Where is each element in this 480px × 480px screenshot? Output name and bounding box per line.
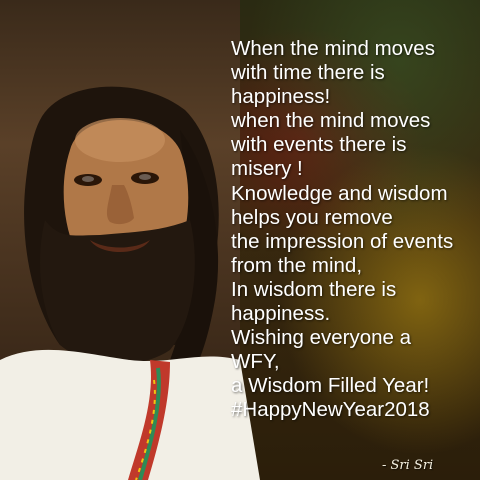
quote-line: In wisdom there is bbox=[231, 277, 397, 301]
quote-line: with events there is bbox=[231, 133, 407, 157]
quote-line: WFY, bbox=[231, 350, 280, 374]
quote-line: a Wisdom Filled Year! bbox=[231, 374, 430, 398]
quote-line: from the mind, bbox=[231, 253, 363, 277]
quote-line: happiness! bbox=[231, 85, 331, 109]
quote-line: #HappyNewYear2018 bbox=[231, 398, 430, 422]
quote-line: the impression of events bbox=[231, 229, 454, 253]
quote-line: misery ! bbox=[231, 157, 303, 181]
quote-line: when the mind moves bbox=[231, 109, 431, 133]
signature: - Sri Sri bbox=[382, 458, 434, 473]
quote-line: helps you remove bbox=[231, 205, 393, 229]
quote-line: with time there is bbox=[231, 61, 385, 85]
quote-text bbox=[231, 37, 480, 423]
quote-line: happiness. bbox=[231, 302, 331, 326]
quote-line: Wishing everyone a bbox=[231, 326, 412, 350]
quote-line: Knowledge and wisdom bbox=[231, 181, 448, 205]
quote-line: When the mind moves bbox=[231, 37, 435, 60]
